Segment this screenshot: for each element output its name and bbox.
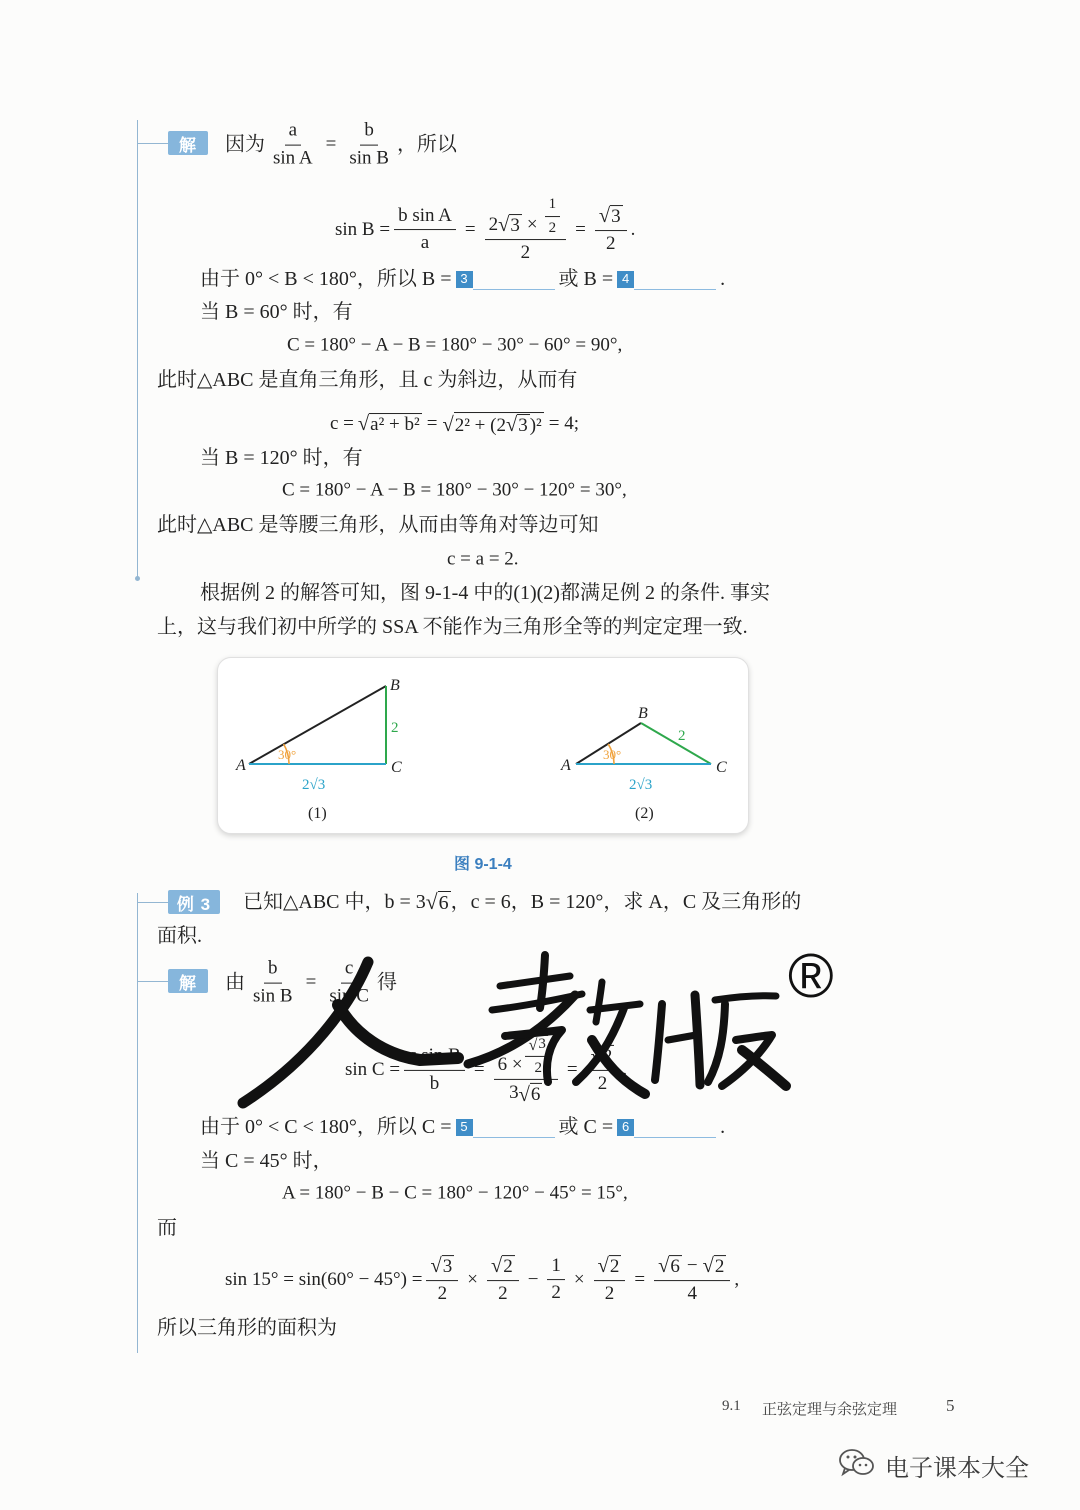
example3-line1 — [243, 890, 801, 914]
square-root — [491, 1255, 515, 1277]
solution1-line9: C = 180° − A − B = 180° − 30° − 120° = 30°, — [282, 479, 627, 501]
radical-sign: √ — [357, 413, 370, 436]
registered-mark: ® — [788, 942, 834, 1011]
text-segment: 由 — [225, 972, 245, 994]
example3-rule-stub — [137, 902, 168, 903]
numerator — [426, 1255, 458, 1281]
fraction — [654, 1255, 730, 1305]
blank-underline — [473, 269, 555, 290]
example3-line2: 面积. — [157, 925, 202, 947]
minus-sign: − — [527, 1268, 539, 1290]
equals-sign: = — [464, 218, 476, 240]
text-segment: ，所以 — [396, 134, 457, 156]
blank-underline — [473, 1117, 555, 1138]
vertex-label-a: A — [561, 757, 571, 774]
numerator: 1 — [547, 1256, 565, 1281]
period: . — [720, 268, 726, 290]
blank-number-box: 6 — [617, 1119, 634, 1136]
square-root — [598, 1255, 622, 1277]
radicand: 3 — [442, 1256, 453, 1278]
radical-sign: √ — [528, 1035, 538, 1054]
fraction — [345, 121, 393, 170]
answer-blank — [617, 269, 716, 290]
radicand: 6 — [670, 1256, 680, 1278]
text-segment: )² — [529, 415, 542, 437]
square-root — [703, 1255, 727, 1277]
text-segment: sin 15° = sin(60° − 45°) = — [225, 1268, 423, 1290]
square-root — [658, 1255, 682, 1277]
numerator — [654, 1255, 730, 1281]
text-segment: c = — [330, 412, 354, 434]
radicand — [454, 412, 544, 436]
side-ab — [249, 686, 386, 764]
times-sign: × — [467, 1268, 478, 1290]
radicand: 3 — [538, 1035, 546, 1052]
vertex-label-b: B — [390, 677, 400, 694]
fraction — [394, 206, 456, 255]
text-segment: 2² + (2 — [454, 415, 506, 437]
equals-sign: = — [325, 133, 337, 155]
radicand: 6 — [530, 1084, 541, 1106]
text-segment: 得 — [376, 972, 397, 994]
text-segment: ，c = 6，B = 120°，求 A，C 及三角形的 — [450, 891, 802, 913]
fraction — [594, 1255, 626, 1305]
solution1-line7 — [330, 412, 579, 436]
denominator: sin A — [273, 147, 313, 169]
numerator: b — [264, 959, 282, 984]
answer-blank — [617, 1117, 716, 1138]
text-segment: 因为 — [225, 134, 265, 156]
radicand: 2 — [602, 1046, 613, 1068]
text-segment: 由于 0° < B < 180°，所以 B = — [200, 268, 452, 290]
solution2-line3 — [200, 1115, 725, 1139]
vertex-label-a: A — [236, 757, 246, 774]
answer-blank — [456, 1117, 555, 1138]
fraction — [595, 205, 627, 255]
numerator: c — [341, 959, 357, 984]
numerator: b sin A — [394, 206, 456, 231]
paragraph-line2: 上，这与我们初中所学的 SSA 不能作为三角形全等的判定定理一致. — [157, 616, 748, 638]
radicand: 2 — [714, 1256, 725, 1278]
solution1-line11: c = a = 2. — [447, 548, 519, 570]
square-root — [442, 412, 543, 436]
solution1-rule-stub — [137, 143, 168, 144]
subfigure-label: (1) — [308, 805, 327, 822]
solution1-line8: 当 B = 120° 时，有 — [200, 447, 363, 469]
radical-sign: √ — [505, 414, 518, 437]
numerator: 1 — [545, 196, 561, 217]
solution2-line6: 而 — [157, 1217, 177, 1239]
numerator: a — [285, 121, 301, 146]
solution2-line8: 所以三角形的面积为 — [157, 1317, 337, 1339]
denominator: b — [429, 1072, 440, 1094]
example3-badge: 例 3 — [168, 890, 220, 914]
denominator: 2 — [520, 242, 531, 264]
period: . — [622, 1058, 628, 1080]
square-root — [358, 413, 422, 435]
footer-section-number: 9.1 — [722, 1398, 741, 1414]
side-ac-label: 2√3 — [302, 777, 326, 793]
fraction — [547, 1256, 565, 1305]
denominator: 2 — [551, 1282, 561, 1304]
fraction — [485, 196, 566, 264]
numerator: b — [360, 121, 378, 146]
times-sign: × — [573, 1268, 585, 1290]
paragraph-line1: 根据例 2 的解答可知，图 9-1-4 中的(1)(2)都满足例 2 的条件. 事实 — [200, 582, 770, 604]
equals-sign: = — [634, 1268, 646, 1290]
blank-underline — [634, 1117, 716, 1138]
text-segment: = 4; — [548, 412, 579, 434]
blank-number-box: 3 — [456, 271, 473, 288]
solution2-line5: A = 180° − B − C = 180° − 120° − 45° = 15°, — [282, 1182, 628, 1204]
times-sign: × — [526, 214, 538, 236]
vertex-label-c: C — [391, 759, 402, 776]
radical-sign: √ — [430, 1255, 442, 1278]
period: . — [720, 1116, 726, 1138]
fraction — [269, 121, 317, 170]
radical-sign: √ — [490, 1255, 503, 1278]
denominator: 2 — [605, 233, 616, 255]
fraction — [426, 1255, 458, 1305]
text-segment: sin C = — [345, 1058, 401, 1080]
solution1-rule-end-dot — [135, 576, 140, 581]
radical-sign: √ — [425, 889, 438, 914]
equals-sign: = — [575, 218, 586, 240]
period: . — [630, 218, 636, 240]
radical-sign: √ — [597, 1255, 609, 1278]
solution1-line4: 当 B = 60° 时，有 — [200, 301, 353, 323]
fraction — [487, 1255, 519, 1305]
solution1-line3 — [200, 267, 725, 291]
numerator — [485, 196, 566, 240]
text-segment: 已知△ABC 中，b = 3 — [243, 891, 426, 913]
text-segment: 由于 0° < C < 180°，所以 C = — [200, 1116, 452, 1138]
radical-sign: √ — [702, 1255, 714, 1278]
square-root — [506, 414, 530, 436]
blank-underline — [634, 269, 716, 290]
figure-caption: 图 9-1-4 — [454, 856, 512, 873]
denominator: 2 — [437, 1283, 448, 1305]
numerator — [487, 1255, 519, 1281]
solution2-badge: 解 — [168, 969, 208, 993]
side-bc-label: 2 — [678, 728, 686, 744]
account-name: 电子课本大全 — [885, 1455, 1029, 1482]
equals-sign: = — [426, 412, 438, 434]
angle-label: 30° — [278, 747, 297, 762]
square-root — [599, 205, 623, 227]
radical-sign: √ — [442, 414, 454, 437]
radicand: 3 — [510, 215, 520, 237]
denominator: 4 — [687, 1283, 697, 1305]
solution1-line5: C = 180° − A − B = 180° − 30° − 60° = 90°, — [287, 334, 623, 356]
numerator — [595, 205, 627, 231]
radical-sign: √ — [658, 1255, 670, 1278]
solution1-badge: 解 — [168, 131, 208, 155]
equals-sign: = — [566, 1058, 578, 1080]
vertex-label-b: B — [638, 705, 648, 722]
radicand: 6 — [438, 891, 449, 914]
solution1-line1 — [225, 121, 457, 170]
solution1-line10: 此时△ABC 是等腰三角形，从而由等角对等边可知 — [157, 514, 599, 536]
equals-sign: = — [473, 1058, 485, 1080]
solution2-line4: 当 C = 45° 时， — [200, 1150, 333, 1172]
blank-number-box: 4 — [617, 271, 634, 288]
blank-number-box: 5 — [456, 1119, 473, 1136]
solution2-rule-stub — [137, 981, 168, 982]
side-bc — [641, 723, 711, 764]
denominator: 2 — [597, 1073, 608, 1095]
solution2-line7 — [225, 1255, 739, 1305]
vertex-label-c: C — [716, 759, 727, 776]
denominator: 2 — [534, 1059, 542, 1076]
denominator: a — [420, 232, 430, 254]
radicand: a² + b² — [370, 414, 420, 436]
subfigure-label: (2) — [635, 805, 654, 822]
text-segment: sin B = — [335, 218, 391, 240]
square-root — [498, 214, 522, 236]
denominator: sin B — [349, 147, 389, 169]
radicand: 3 — [611, 206, 621, 228]
wechat-icon — [838, 1447, 876, 1479]
denominator: sin C — [329, 985, 369, 1007]
side-bc-label: 2 — [391, 720, 399, 736]
fraction — [545, 196, 561, 236]
text-segment: 3 — [509, 1082, 519, 1104]
footer-chapter-title: 正弦定理与余弦定理 — [762, 1402, 898, 1418]
answer-blank — [456, 269, 555, 290]
radical-sign: √ — [498, 214, 510, 237]
triangle-figures — [218, 658, 748, 833]
angle-label: 30° — [603, 747, 622, 762]
denominator: sin B — [253, 985, 293, 1007]
radical-sign: √ — [590, 1045, 602, 1068]
text-segment: 或 C = — [558, 1116, 614, 1138]
radicand: 2 — [503, 1256, 513, 1278]
radical-sign: √ — [598, 205, 611, 228]
minus-sign: − — [686, 1255, 698, 1277]
denominator: 2 — [604, 1283, 615, 1305]
numerator: c sin B — [404, 1046, 465, 1071]
page-number: 5 — [946, 1396, 955, 1415]
text-segment: 或 B = — [558, 268, 614, 290]
side-ac-label: 2√3 — [629, 777, 653, 793]
equals-sign: = — [305, 971, 317, 993]
publisher-watermark-logo — [230, 940, 800, 1110]
radicand: 2 — [609, 1256, 620, 1278]
text-segment: 2 — [488, 214, 499, 236]
solution1-rule — [137, 120, 138, 578]
example3-rule — [137, 893, 138, 1353]
square-root — [426, 891, 451, 914]
figure-2 — [560, 705, 727, 822]
radical-sign: √ — [518, 1083, 530, 1106]
square-root — [430, 1255, 454, 1277]
denominator: 2 — [498, 1283, 508, 1305]
text-segment: 6 × — [497, 1054, 523, 1076]
figure-box — [217, 657, 749, 834]
radicand: 3 — [518, 415, 528, 437]
comma: , — [734, 1268, 740, 1290]
numerator — [594, 1255, 626, 1281]
solution1-line2 — [335, 196, 635, 264]
figure-1 — [235, 677, 402, 822]
solution1-line6: 此时△ABC 是直角三角形，且 c 为斜边，从而有 — [157, 369, 578, 391]
denominator: 2 — [548, 219, 557, 236]
